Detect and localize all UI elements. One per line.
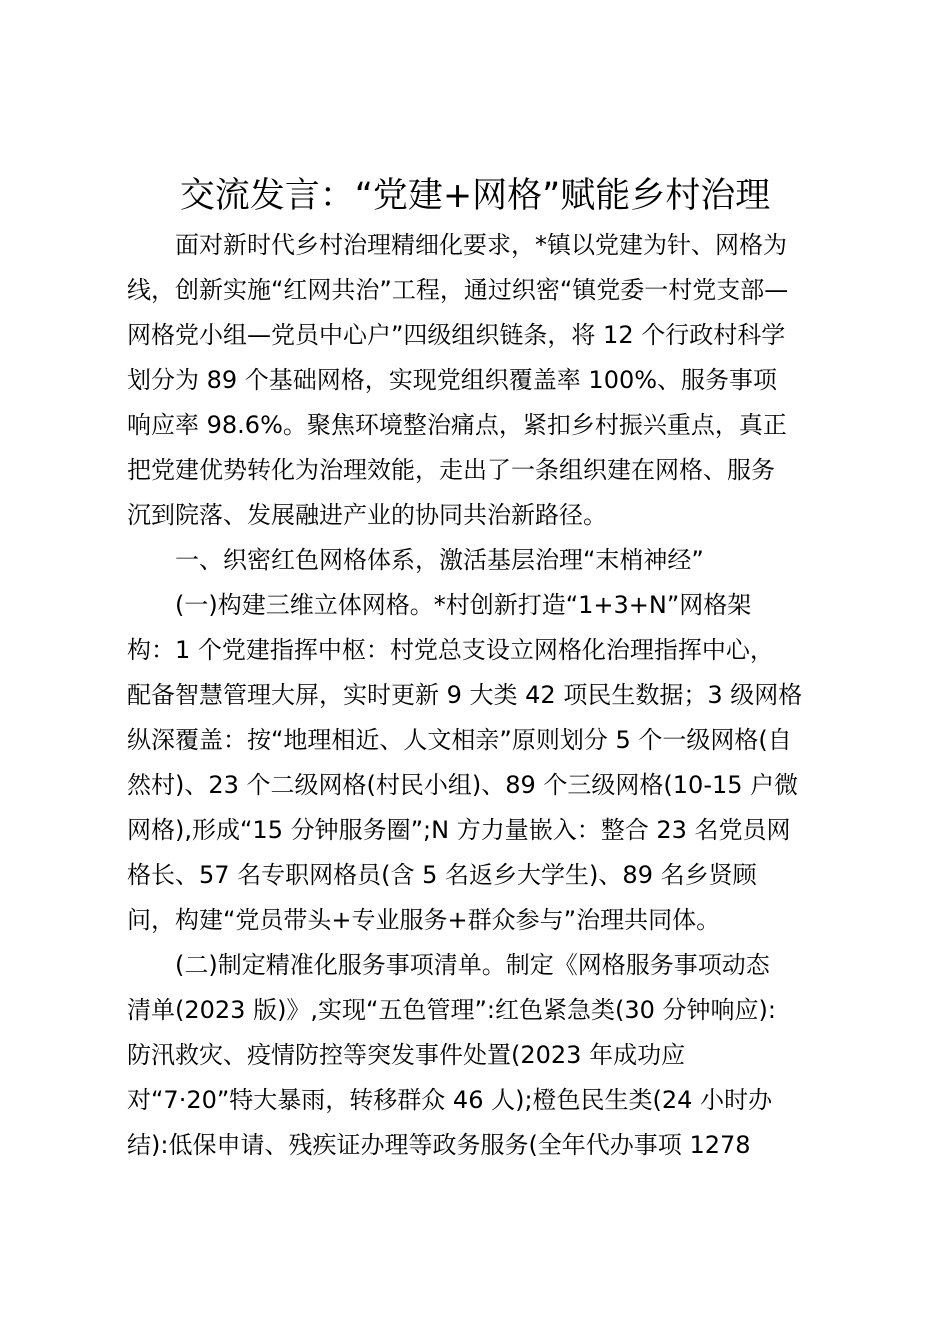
section-heading: 一、织密红色网格体系，激活基层治理“末梢神经”	[175, 546, 704, 574]
paragraph-line: 线，创新实施“红网共治”工程，通过织密“镇党委一村党支部—	[127, 276, 789, 304]
paragraph-line: 响应率 98.6%。聚焦环境整治痛点，紧扣乡村振兴重点，真正	[127, 411, 787, 439]
paragraph-line: 防汛救灾、疫情防控等突发事件处置(2023 年成功应	[127, 1041, 686, 1069]
document-title: 交流发言：“党建+网格”赋能乡村治理	[179, 176, 771, 216]
paragraph-line: 网格党小组—党员中心户”四级组织链条，将 12 个行政村科学	[127, 321, 786, 349]
paragraph-line: 构：1 个党建指挥中枢：村党总支设立网格化治理指挥中心，	[127, 636, 774, 664]
paragraph-line: 网格),形成“15 分钟服务圈”;N 方力量嵌入：整合 23 名党员网	[127, 816, 791, 844]
paragraph-line: 纵深覆盖：按“地理相近、人文相亲”原则划分 5 个一级网格(自	[127, 726, 792, 754]
paragraph-line: 沉到院落、发展融进产业的协同共治新路径。	[127, 501, 607, 529]
paragraph-line: 格长、57 名专职网格员(含 5 名返乡大学生)、89 名乡贤顾	[127, 861, 757, 889]
paragraph-line: 清单(2023 版)》,实现“五色管理”:红色紧急类(30 分钟响应):	[127, 996, 776, 1024]
paragraph-line: (二)制定精准化服务事项清单。制定《网格服务事项动态	[175, 951, 770, 979]
paragraph-line: 配备智慧管理大屏，实时更新 9 大类 42 项民生数据；3 级网格	[127, 681, 803, 709]
paragraph-line: 划分为 89 个基础网格，实现党组织覆盖率 100%、服务事项	[127, 366, 778, 394]
paragraph-line: 对“7·20”特大暴雨，转移群众 46 人);橙色民生类(24 小时办	[127, 1086, 773, 1114]
paragraph-line: 问，构建“党员带头+专业服务+群众参与”治理共同体。	[127, 906, 721, 934]
paragraph-line: 把党建优势转化为治理效能，走出了一条组织建在网格、服务	[127, 456, 775, 484]
paragraph-line: 结):低保申请、残疾证办理等政务服务(全年代办事项 1278	[127, 1131, 751, 1159]
paragraph-line: 然村)、23 个二级网格(村民小组)、89 个三级网格(10-15 户微	[127, 771, 799, 799]
paragraph-line: (一)构建三维立体网格。*村创新打造“1+3+N”网格架	[175, 591, 752, 619]
paragraph-line: 面对新时代乡村治理精细化要求，*镇以党建为针、网格为	[175, 231, 787, 259]
